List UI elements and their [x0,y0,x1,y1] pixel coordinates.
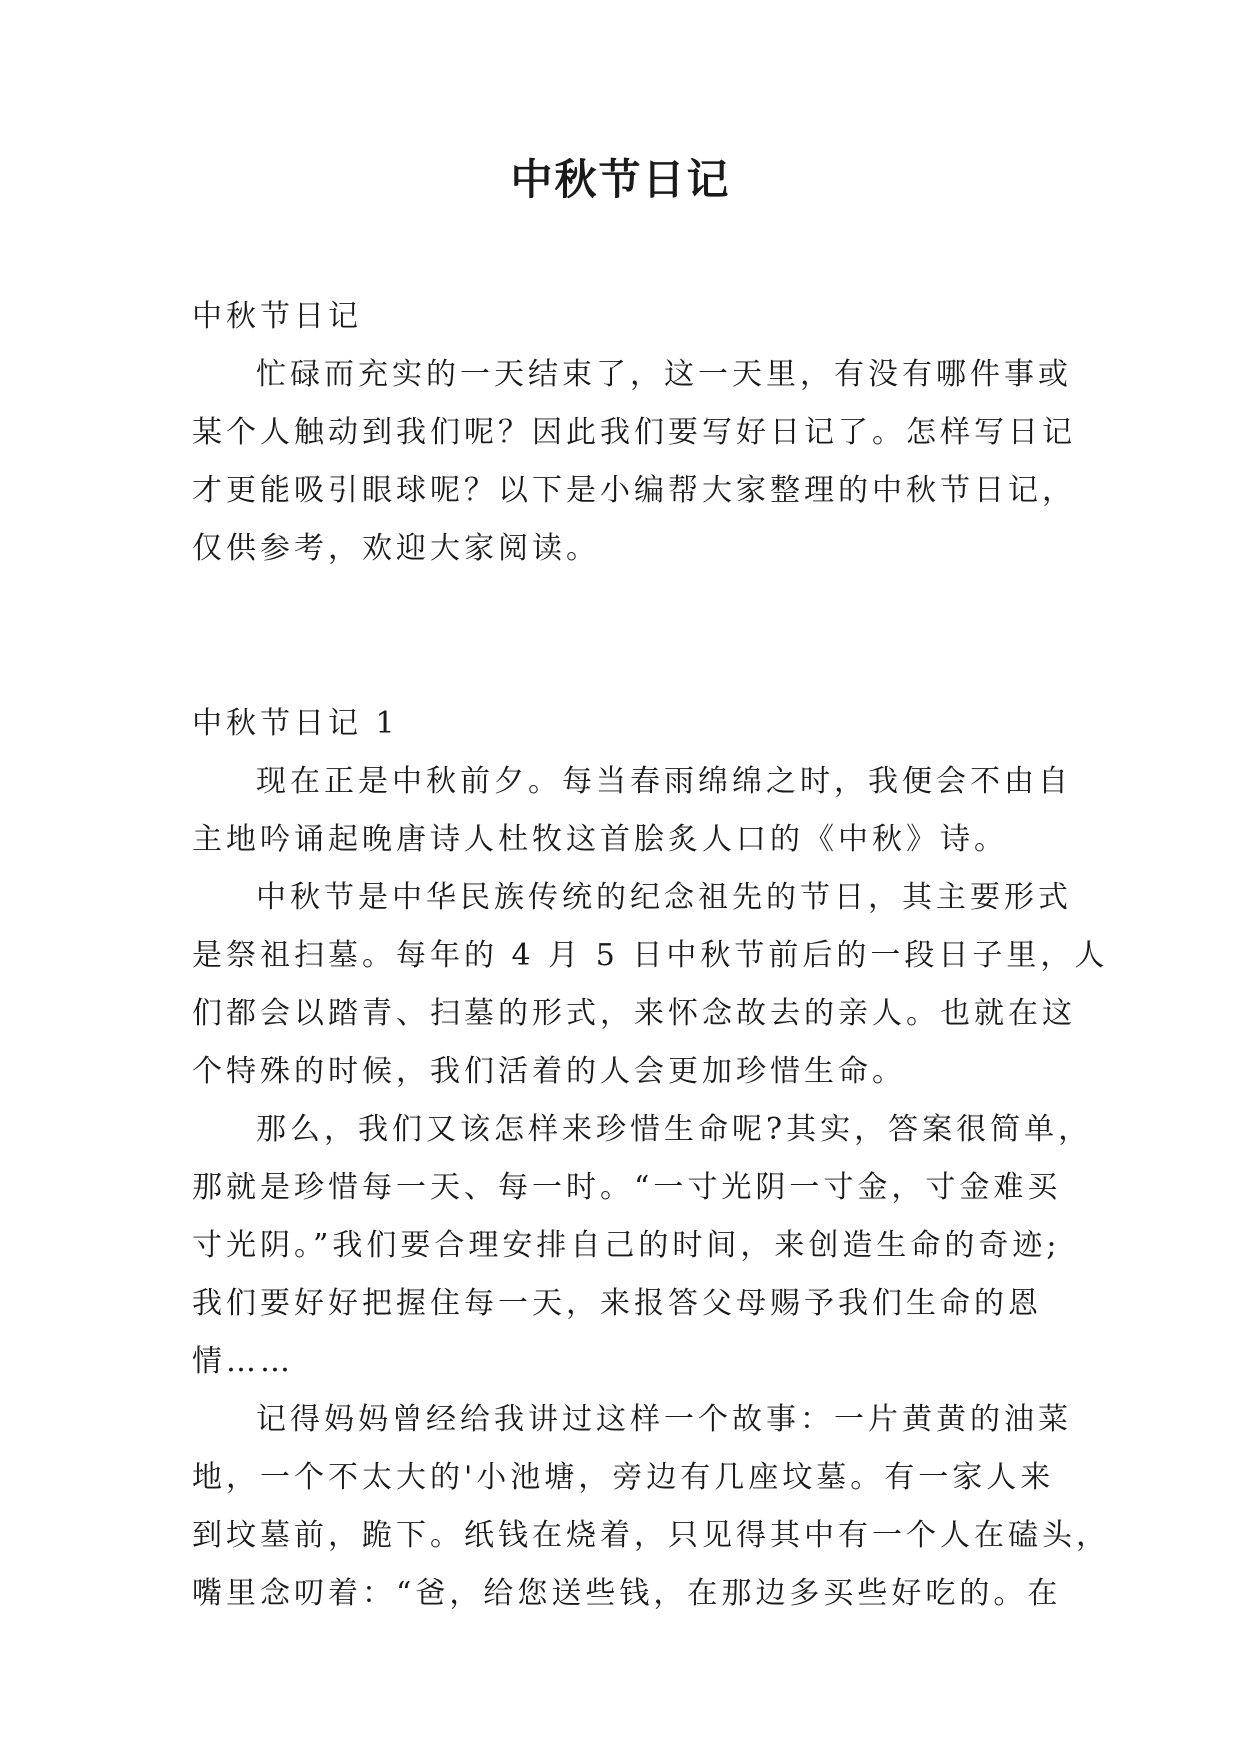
text-line: 到坟墓前，跪下。纸钱在烧着，只见得其中有一个人在磕头， [192,1518,1110,1553]
text-line: 我们要好好把握住每一天，来报答父母赐予我们生命的恩 [192,1286,1042,1321]
text-line: 是祭祖扫墓。每年的 4 月 5 日中秋节前后的一段日子里，人 [192,938,1109,973]
paragraph-gap [192,608,1052,665]
document-body [192,288,1110,1623]
text-line: 中秋节日记 1 [192,706,399,741]
text-line: 嘴里念叨着：“爸，给您送些钱，在那边多买些好吃的。在 [192,1576,1062,1611]
text-line: 才更能吸引眼球呢？以下是小编帮大家整理的中秋节日记， [192,473,1076,508]
text-line: 主地吟诵起晚唐诗人杜牧这首脍炙人口的《中秋》诗。 [192,822,1008,857]
text-line: 寸光阴。”我们要合理安排自己的时间，来创造生命的奇迹; [192,1228,1061,1263]
text-line: 个特殊的时候，我们活着的人会更加珍惜生命。 [192,1054,906,1089]
text-line: 仅供参考，欢迎大家阅读。 [192,531,600,566]
text-line: 那就是珍惜每一天、每一时。“一寸光阴一寸金，寸金难买 [192,1170,1062,1205]
text-line: 情…… [192,1344,294,1379]
text-line: 某个人触动到我们呢？因此我们要写好日记了。怎样写日记 [192,415,1076,450]
text-line: 那么，我们又该怎样来珍惜生命呢?其实，答案很简单， [256,1112,1093,1147]
text-line: 现在正是中秋前夕。每当春雨绵绵之时，我便会不由自 [256,764,1072,799]
text-line: 地，一个不太大的'小池塘，旁边有几座坟墓。有一家人来 [192,1460,1055,1495]
text-line: 忙碌而充实的一天结束了，这一天里，有没有哪件事或 [256,357,1072,392]
text-line: 记得妈妈曾经给我讲过这样一个故事：一片黄黄的油菜 [256,1402,1072,1437]
document-title: 中秋节日记 [510,155,731,204]
text-line: 们都会以踏青、扫墓的形式，来怀念故去的亲人。也就在这 [192,996,1076,1031]
text-line: 中秋节日记 [192,299,362,334]
text-line: 中秋节是中华民族传统的纪念祖先的节日，其主要形式 [256,880,1072,915]
